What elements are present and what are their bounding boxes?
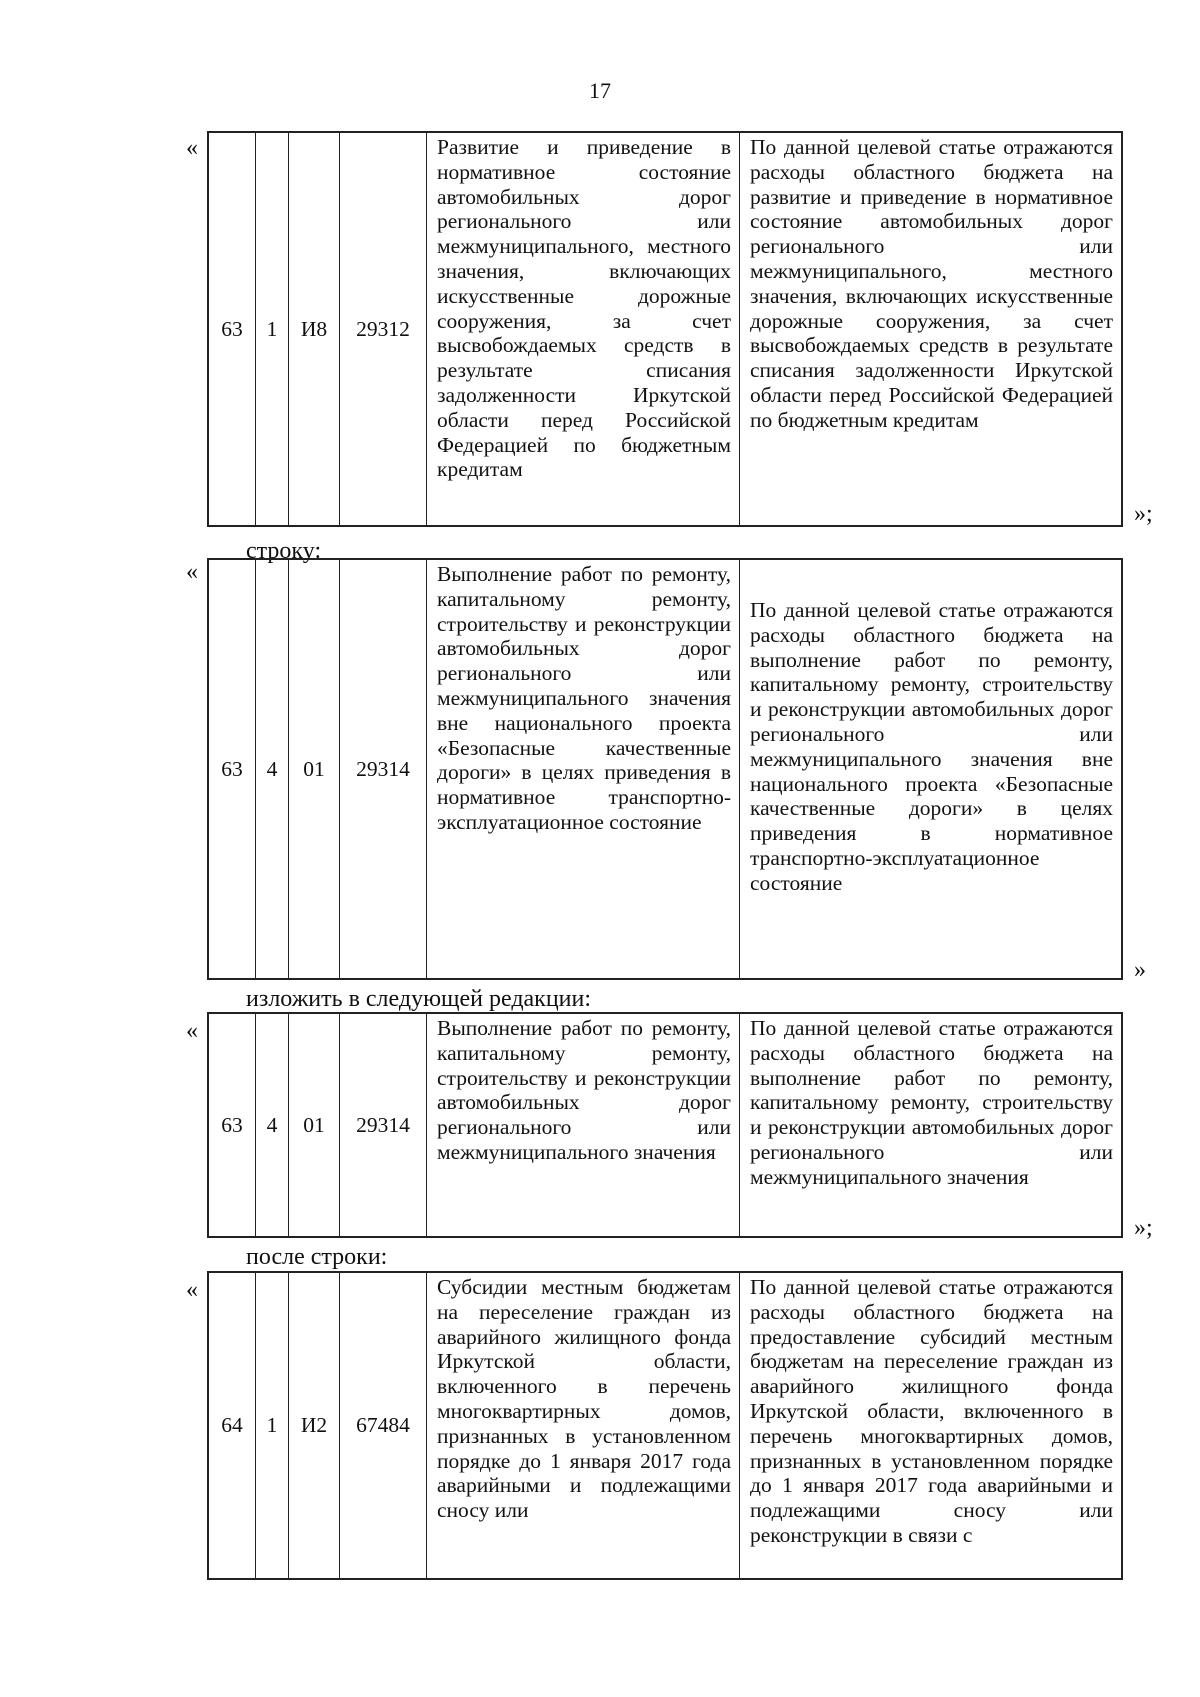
budget-row-table — [207, 131, 1123, 527]
article-name-cell: Выполнение работ по ремонту, капитальному ремонту, строительству и реконструкции автомобильных дорог регионального или межмуниципального значения — [427, 1013, 740, 1237]
budget-row-table — [207, 1012, 1123, 1238]
budget-row-table — [207, 1271, 1123, 1580]
code-cell: 29314 — [340, 1013, 427, 1237]
code-cell: 64 — [208, 1272, 256, 1579]
code-cell: 63 — [208, 1013, 256, 1237]
instruction-caption: после строки: — [246, 1244, 388, 1270]
page-number: 17 — [589, 78, 611, 103]
open-quote: « — [186, 1277, 198, 1303]
code-cell: 29314 — [340, 559, 427, 979]
instruction-caption: изложить в следующей редакции: — [246, 986, 592, 1012]
article-description-cell: По данной целевой статье отражаются расходы областного бюджета на выполнение работ по ремонту, капитальному ремонту, строительству и реконструкции автомобильных дорог регионального или межмуниципального значения — [740, 1013, 1123, 1237]
open-quote: « — [186, 135, 198, 161]
open-quote: « — [186, 559, 198, 585]
code-cell: 4 — [256, 1013, 289, 1237]
close-quote: » — [1134, 957, 1146, 983]
code-cell: И8 — [289, 132, 340, 526]
code-cell: 67484 — [340, 1272, 427, 1579]
close-quote: »; — [1134, 501, 1153, 527]
close-quote: »; — [1134, 1215, 1153, 1241]
code-cell: И2 — [289, 1272, 340, 1579]
article-name-cell: Развитие и приведение в нормативное состояние автомобильных дорог регионального или межмуниципального, местного значения, включающих искусственные дорожные сооружения, за счет высвобождаемых средств в результате списания задолженности Иркутской области перед Российской Федерацией по бюджетным кредитам — [427, 132, 740, 526]
article-description-cell: По данной целевой статье отражаются расходы областного бюджета на развитие и приведение в нормативное состояние автомобильных дорог регионального или межмуниципального, местного значения, включающих искусственные дорожные сооружения, за счет высвобождаемых средств в результате списания задолженности Иркутской области перед Российской Федерацией по бюджетным кредитам — [740, 132, 1123, 526]
article-description-cell: По данной целевой статье отражаются расходы областного бюджета на выполнение работ по ремонту, капитальному ремонту, строительству и реконструкции автомобильных дорог регионального или межмуниципального значения вне национального проекта «Безопасные качественные дороги» в целях приведения в нормативное транспортно-эксплуатационное состояние — [740, 559, 1123, 979]
article-name-cell: Выполнение работ по ремонту, капитальному ремонту, строительству и реконструкции автомобильных дорог регионального или межмуниципального значения вне национального проекта «Безопасные качественные дороги» в целях приведения в нормативное транспортно-эксплуатационное состояние — [427, 559, 740, 979]
article-description-cell: По данной целевой статье отражаются расходы областного бюджета на предоставление субсидий местным бюджетам на переселение граждан из аварийного жилищного фонда Иркутской области, включенного в перечень многоквартирных домов, признанных в установленном порядке до 1 января 2017 года аварийными и подлежащими сносу или реконструкции в связи с — [740, 1272, 1123, 1579]
article-name-cell: Субсидии местным бюджетам на переселение граждан из аварийного жилищного фонда Иркутской области, включенного в перечень многоквартирных домов, признанных в установленном порядке до 1 января 2017 года аварийными и подлежащими сносу или — [427, 1272, 740, 1579]
instruction-caption: строку: — [246, 538, 322, 564]
code-cell: 1 — [256, 1272, 289, 1579]
code-cell: 4 — [256, 559, 289, 979]
code-cell: 01 — [289, 559, 340, 979]
budget-row-table — [207, 558, 1123, 980]
code-cell: 63 — [208, 132, 256, 526]
open-quote: « — [186, 1018, 198, 1044]
code-cell: 63 — [208, 559, 256, 979]
code-cell: 01 — [289, 1013, 340, 1237]
code-cell: 29312 — [340, 132, 427, 526]
code-cell: 1 — [256, 132, 289, 526]
